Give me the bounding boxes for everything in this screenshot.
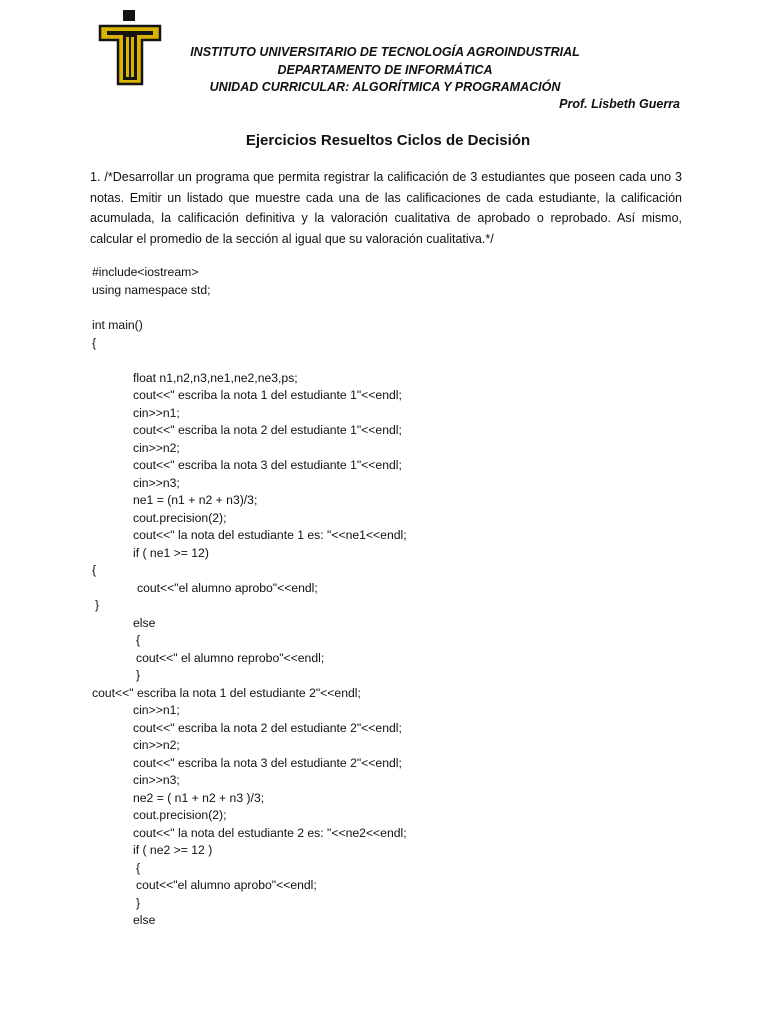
code-line: {: [92, 336, 97, 350]
professor-name: Prof. Lisbeth Guerra: [559, 97, 680, 111]
code-line: }: [95, 598, 100, 612]
code-line: {: [136, 633, 141, 647]
code-line: }: [136, 896, 141, 910]
institute-logo: [98, 10, 162, 86]
code-line: cout.precision(2);: [133, 511, 227, 525]
code-line: cin>>n3;: [133, 773, 180, 787]
code-line: cin>>n1;: [133, 703, 180, 717]
code-line: if ( ne2 >= 12 ): [133, 843, 213, 857]
institute-name: INSTITUTO UNIVERSITARIO DE TECNOLOGÍA AGROINDUSTRIAL: [190, 45, 580, 59]
code-line: #include<iostream>: [92, 265, 199, 279]
code-line: }: [136, 668, 141, 682]
code-line: {: [136, 861, 141, 875]
code-line: if ( ne1 >= 12): [133, 546, 209, 560]
code-line: cout<<" escriba la nota 1 del estudiante 1"<<endl;: [133, 388, 402, 402]
code-line: float n1,n2,n3,ne1,ne2,ne3,ps;: [133, 371, 298, 385]
course-name: UNIDAD CURRICULAR: ALGORÍTMICA Y PROGRAMACIÓN: [209, 80, 561, 94]
code-line: cout<<" escriba la nota 3 del estudiante 1"<<endl;: [133, 458, 402, 472]
code-line: ne1 = (n1 + n2 + n3)/3;: [133, 493, 258, 507]
code-line: cout<<" escriba la nota 2 del estudiante 2"<<endl;: [133, 721, 402, 735]
code-line: cout<<" escriba la nota 2 del estudiante 1"<<endl;: [133, 423, 402, 437]
code-line: ne2 = ( n1 + n2 + n3 )/3;: [133, 791, 265, 805]
code-line: {: [92, 563, 97, 577]
code-line: else: [133, 616, 156, 630]
institution-header: [180, 44, 590, 97]
code-line: cout<<" la nota del estudiante 2 es: "<<ne2<<endl;: [133, 826, 407, 840]
code-line: cout<<" la nota del estudiante 1 es: "<<ne1<<endl;: [133, 528, 407, 542]
code-line: cin>>n2;: [133, 738, 180, 752]
code-line: cin>>n3;: [133, 476, 180, 490]
department-name: DEPARTAMENTO DE INFORMÁTICA: [277, 62, 493, 77]
code-line: cout<<"el alumno aprobo"<<endl;: [137, 581, 318, 595]
code-line: cin>>n1;: [133, 406, 180, 420]
code-line: cout<<" el alumno reprobo"<<endl;: [136, 651, 325, 665]
code-line: int main(): [92, 318, 143, 332]
code-line: cin>>n2;: [133, 441, 180, 455]
code-line: cout.precision(2);: [133, 808, 227, 822]
code-line: else: [133, 913, 156, 927]
exercise-statement: 1. /*Desarrollar un programa que permita registrar la calificación de 3 estudiantes que poseen cada uno 3 notas. Emitir un listado que muestre cada una de las calificaciones de cada estudiante, la calificación acumulada, la calificación definitiva y la valoración cualitativa de aprobado o reprobado. Así mismo, calcular el promedio de la sección al igual que su valoración cualitativa.*/: [90, 170, 682, 246]
code-line: cout<<" escriba la nota 3 del estudiante 2"<<endl;: [133, 756, 402, 770]
code-line: cout<<"el alumno aprobo"<<endl;: [136, 878, 317, 892]
code-line: cout<<" escriba la nota 1 del estudiante 2"<<endl;: [92, 686, 361, 700]
code-line: using namespace std;: [92, 283, 211, 297]
page-title: Ejercicios Resueltos Ciclos de Decisión: [245, 132, 531, 149]
